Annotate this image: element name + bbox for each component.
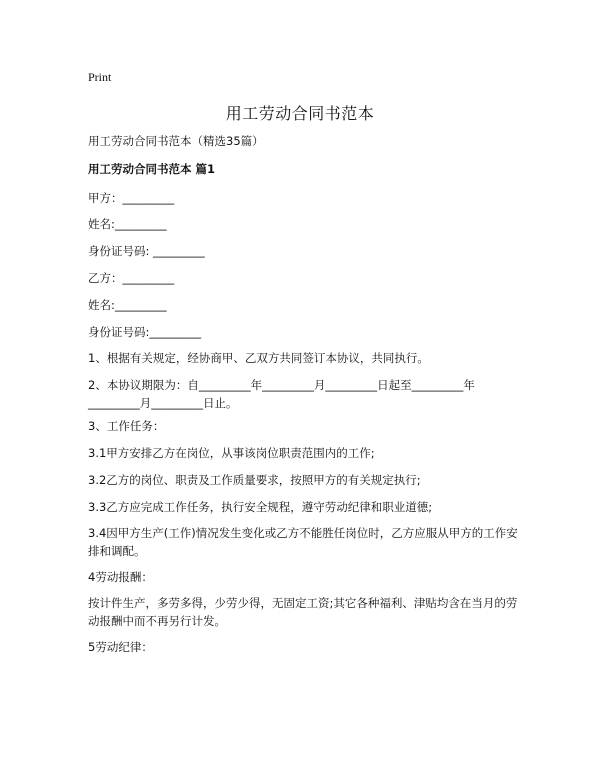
- document-subtitle: 用工劳动合同书范本（精选35篇）: [88, 134, 264, 148]
- clause-2-line-1: 2、本协议期限为：自_________年_________月_________日起至_________年: [88, 378, 475, 392]
- clause-2-line-2: _________月_________日止。: [88, 396, 238, 410]
- clause-4-heading: 4劳动报酬：: [88, 570, 153, 584]
- clause-3-4: 3.4因甲方生产(工作)情况发生变化或乙方不能胜任岗位时，乙方应服从甲方的工作安排和调配。: [88, 526, 518, 558]
- print-link[interactable]: Print: [88, 70, 112, 84]
- party-a-field: 甲方：_________: [88, 191, 175, 205]
- clause-4-body: 按计件生产，多劳多得，少劳少得，无固定工资;其它各种福利、津贴均含在当月的劳动报酬中而不再另行计发。: [88, 596, 518, 628]
- clause-3-2: 3.2乙方的岗位、职责及工作质量要求，按照甲方的有关规定执行;: [88, 473, 421, 487]
- clause-3-1: 3.1甲方安排乙方在岗位，从事该岗位职责范围内的工作;: [88, 446, 375, 460]
- party-b-field: 乙方：_________: [88, 271, 175, 285]
- party-a-name-field: 姓名:_________: [88, 217, 167, 231]
- clause-1: 1、根据有关规定，经协商甲、乙双方共同签订本协议，共同执行。: [88, 351, 429, 365]
- party-b-name-field: 姓名:_________: [88, 298, 167, 312]
- party-b-id-field: 身份证号码:_________: [88, 325, 202, 339]
- clause-3-3: 3.3乙方应完成工作任务，执行安全规程，遵守劳动纪律和职业道德;: [88, 500, 433, 514]
- clause-5-heading: 5劳动纪律：: [88, 640, 153, 654]
- section-heading: 用工劳动合同书范本 篇1: [88, 162, 216, 176]
- party-a-id-field: 身份证号码: _________: [88, 244, 205, 258]
- page-title: 用工劳动合同书范本: [225, 104, 375, 123]
- clause-3-heading: 3、工作任务：: [88, 419, 165, 433]
